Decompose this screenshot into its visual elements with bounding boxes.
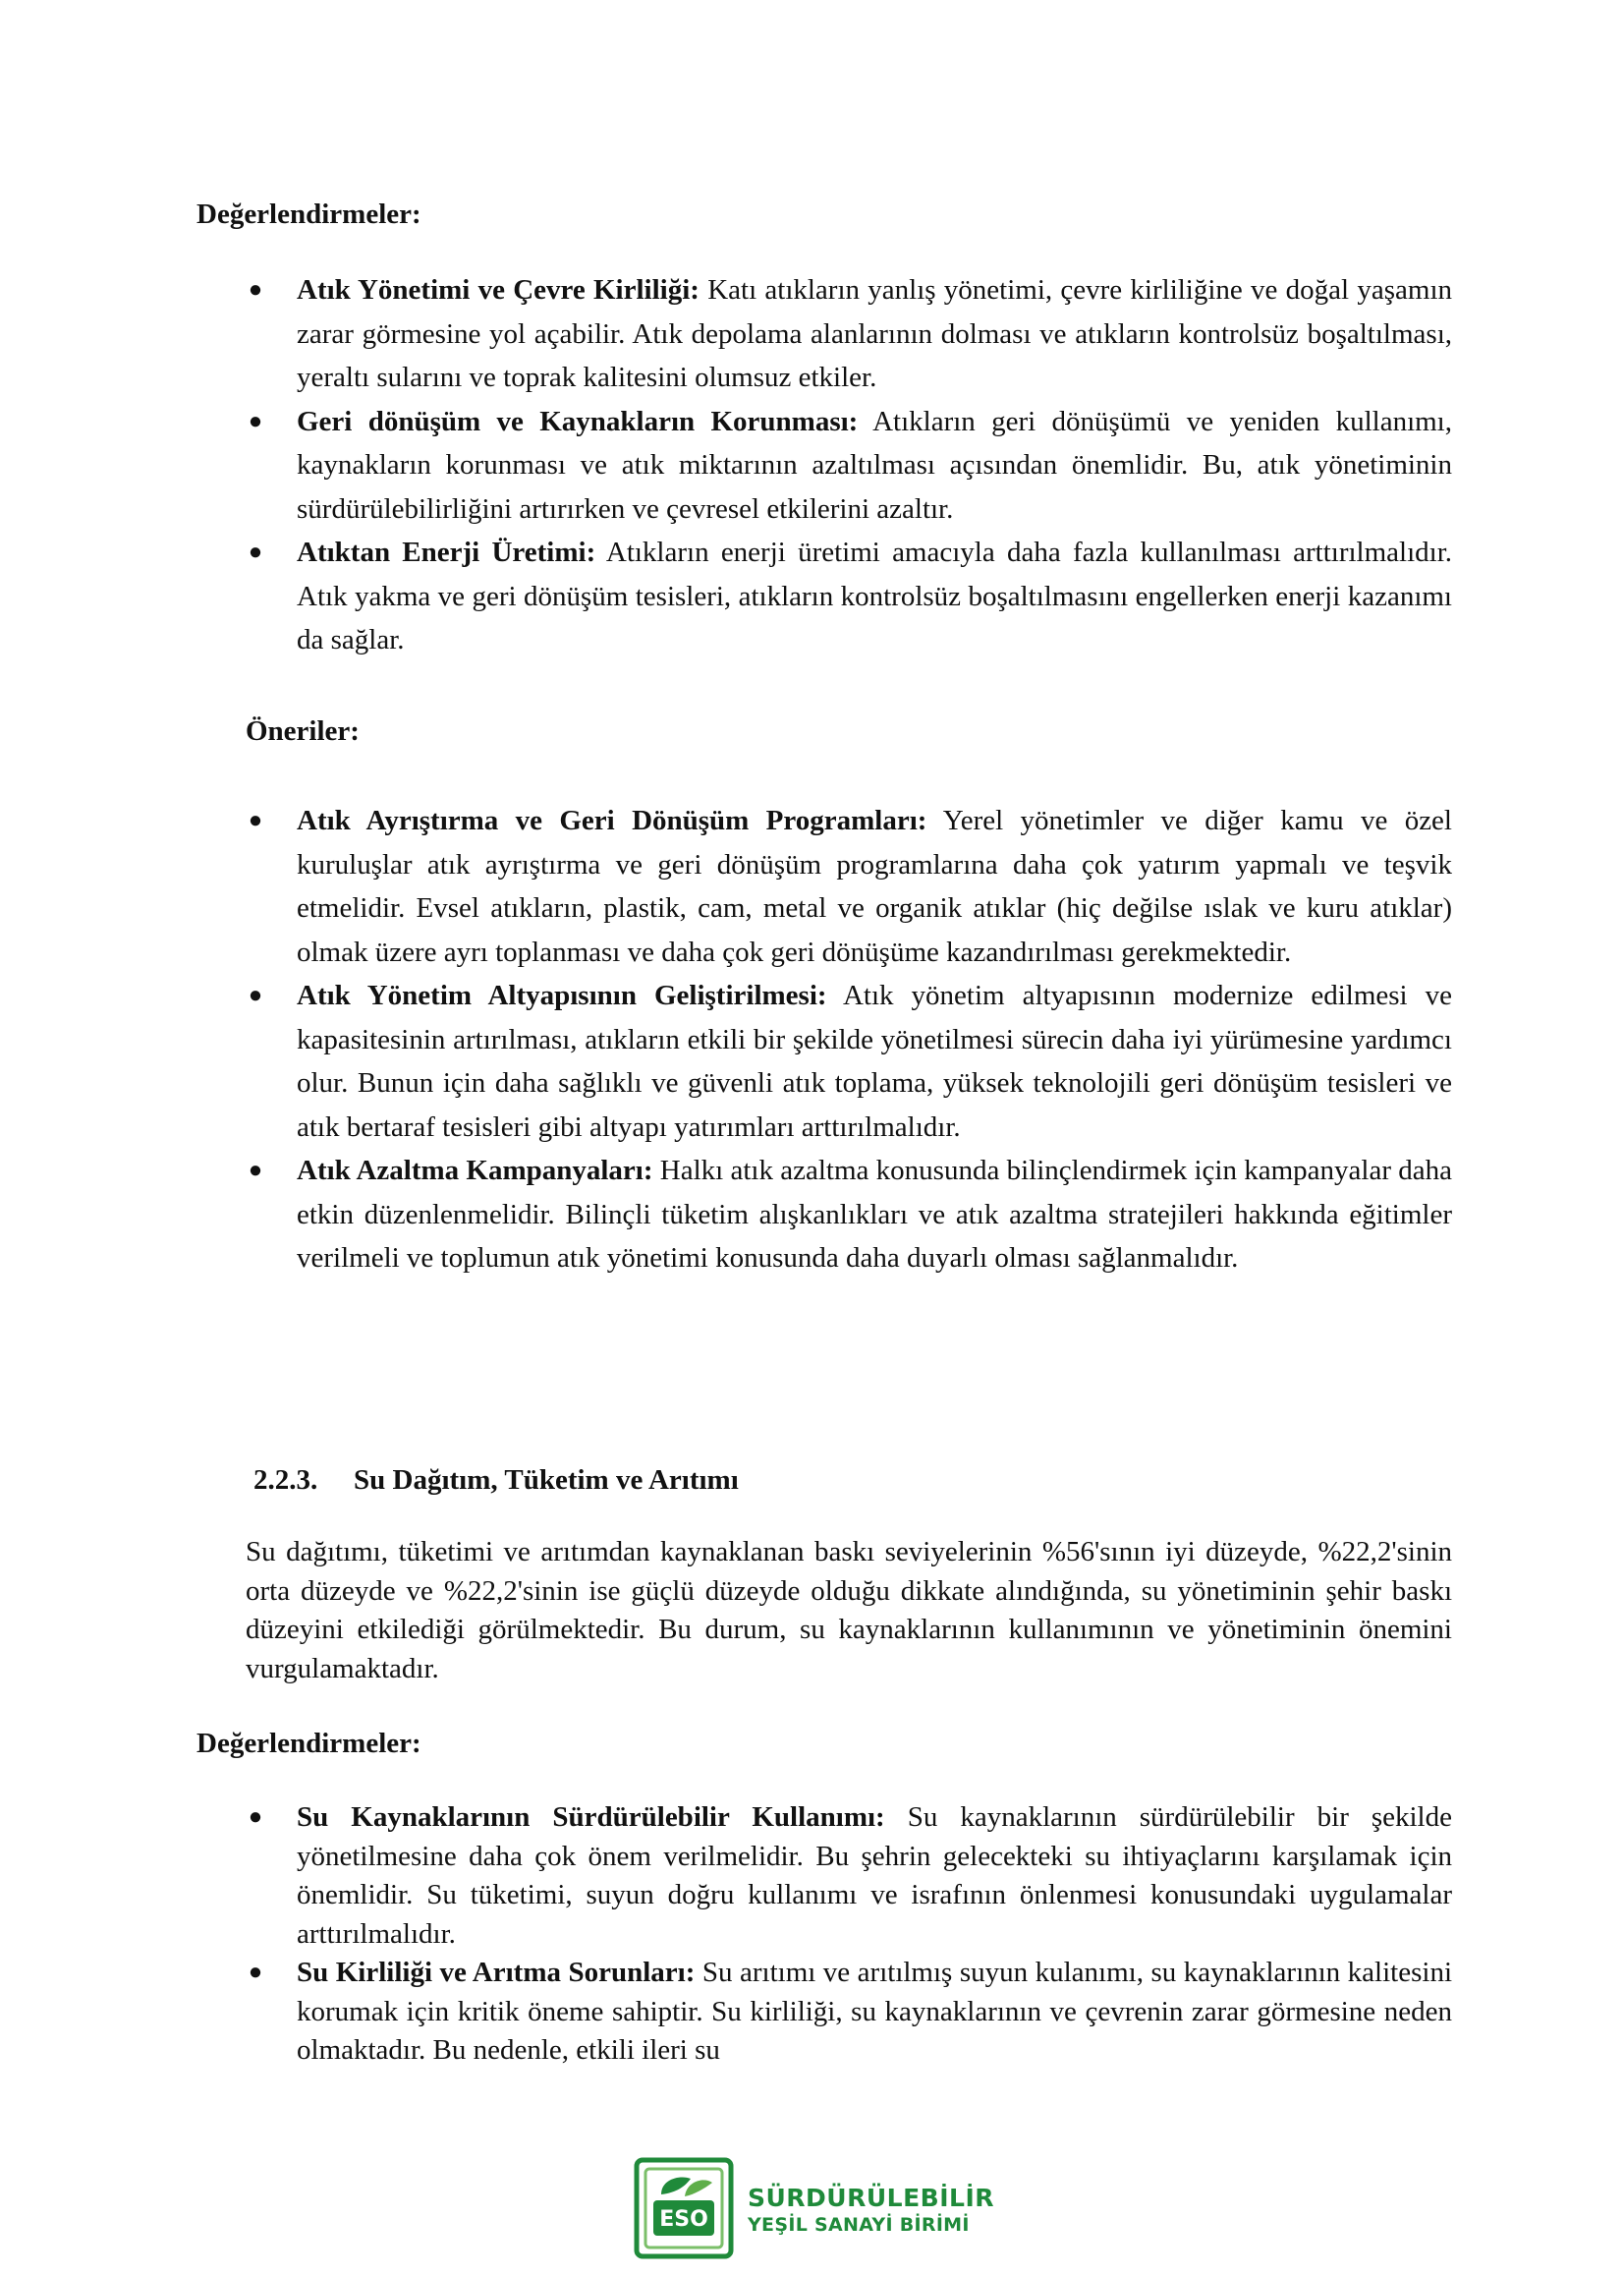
logo-line-2: YEŞİL SANAYİ BİRİMİ bbox=[748, 2214, 970, 2236]
subsection-title: Su Dağıtım, Tüketim ve Arıtımı bbox=[354, 1464, 739, 1496]
bullet-icon: ● bbox=[248, 1960, 263, 1985]
item-title: Su Kaynaklarının Sürdürülebilir Kullanımı: bbox=[297, 1801, 885, 1833]
item-text: Atık yönetim altyapısının modernize edilmesi ve kapasitesinin artırılması, atıkların etkili bir şekilde yönetilmesi sürecin daha iyi yürümesine yardımcı olur. Bunun için daha sağlıklı ve güvenli atık toplama, yüksek teknolojili geri dönüşüm tesisleri ve atık bertaraf tesisleri gibi altyapı yatırımları arttırılmalıdır. bbox=[297, 980, 1452, 1143]
subsection-heading bbox=[253, 1458, 739, 1503]
section-heading-evaluations-water: Değerlendirmeler: bbox=[196, 1728, 421, 1759]
logo-line-1: SÜRDÜRÜLEBİLİR bbox=[748, 2184, 995, 2212]
item-title: Atık Yönetim Altyapısının Geliştirilmesi: bbox=[297, 980, 827, 1011]
bullet-icon: ● bbox=[248, 808, 263, 833]
footer-logo bbox=[634, 2157, 997, 2265]
bullet-icon: ● bbox=[248, 983, 263, 1008]
list-item bbox=[246, 1149, 1452, 1280]
list-item bbox=[246, 400, 1452, 532]
item-title: Atık Ayrıştırma ve Geri Dönüşüm Programları: bbox=[297, 805, 927, 836]
body-paragraph: Su dağıtımı, tüketimi ve arıtımdan kaynaklanan baskı seviyelerinin %56'sının iyi düzeyde, %22,2'sinin orta düzeyde ve %22,2'sinin ise güçlü düzeyde olduğu dikkate alındığında, su yönetiminin şehir baskı düzeyini etkilediği görülmektedir. Bu durum, su kaynaklarının kullanımının ve yönetiminin önemini vurgulamaktadır. bbox=[246, 1536, 1452, 1684]
list-item bbox=[246, 799, 1452, 974]
list-item bbox=[246, 1798, 1452, 1954]
logo-badge-text: ESO bbox=[659, 2207, 708, 2232]
item-text: Atıkların enerji üretimi amacıyla daha fazla kullanılması arttırılmalıdır. Atık yakma ve geri dönüşüm tesisleri, atıkların kontrolsüz boşaltılmasını engellerken enerji kazanımı da sağlar. bbox=[297, 537, 1453, 655]
item-text: Halkı atık azaltma konusunda bilinçlendirmek için kampanyalar daha etkin düzenlenmelidir. Bilinçli tüketim alışkanlıkları ve atık azaltma stratejileri hakkında eğitimler verilmeli ve toplumun atık yönetimi konusunda daha duyarlı olması sağlanmalıdır. bbox=[297, 1155, 1452, 1274]
list-item bbox=[246, 268, 1452, 400]
recommendations-list bbox=[246, 799, 1452, 1280]
bullet-icon: ● bbox=[248, 408, 263, 434]
subsection-number: 2.2.3. bbox=[253, 1464, 318, 1496]
item-title: Atık Yönetimi ve Çevre Kirliliği: bbox=[297, 274, 700, 306]
item-text: Su kaynaklarının sürdürülebilir bir şekilde yönetilmesine daha çok önem verilmelidir. Bu şehrin gelecekteki su ihtiyaçlarını karşılamak için önemlidir. Su tüketimi, suyun doğru kullanımı ve israfının önlenmesi konusundaki uygulamalar arttırılmalıdır. bbox=[297, 1801, 1452, 1950]
bullet-icon: ● bbox=[248, 277, 263, 303]
water-evaluations-list bbox=[246, 1798, 1452, 2071]
bullet-icon: ● bbox=[248, 540, 263, 565]
section-heading-recommendations: Öneriler: bbox=[246, 715, 360, 747]
eso-emblem-icon bbox=[634, 2157, 734, 2259]
item-title: Geri dönüşüm ve Kaynakların Korunması: bbox=[297, 405, 859, 437]
section-heading-evaluations: Değerlendirmeler: bbox=[196, 199, 421, 230]
list-item bbox=[246, 974, 1452, 1149]
bullet-icon: ● bbox=[248, 1158, 263, 1183]
item-text: Katı atıkların yanlış yönetimi, çevre kirliliğine ve doğal yaşamın zarar görmesine yol açabilir. Atık depolama alanlarının dolması ve atıkların kontrolsüz boşaltılması, yeraltı sularını ve toprak kalitesini olumsuz etkiler. bbox=[297, 274, 1452, 393]
list-item bbox=[246, 531, 1452, 662]
item-text: Su arıtımı ve arıtılmış suyun kulanımı, su kaynaklarının kalitesini korumak için kritik öneme sahiptir. Su kirliliği, su kaynaklarının ve çevrenin zarar görmesine neden olmaktadır. Bu nedenle, etkili ileri su bbox=[297, 1957, 1452, 2066]
item-title: Atık Azaltma Kampanyaları: bbox=[297, 1155, 653, 1186]
evaluations-list bbox=[246, 268, 1452, 662]
list-item bbox=[246, 1954, 1452, 2071]
item-text: Yerel yönetimler ve diğer kamu ve özel kuruluşlar atık ayrıştırma ve geri dönüşüm programlarına daha çok yatırım yapmalı ve teşvik etmelidir. Evsel atıkların, plastik, cam, metal ve organik atıklar (hiç değilse ıslak ve kuru atıklar) olmak üzere ayrı toplanması ve daha çok geri dönüşüme kazandırılması gerekmektedir. bbox=[297, 805, 1452, 968]
item-text: Atıkların geri dönüşümü ve yeniden kullanımı, kaynakların korunması ve atık miktarının azaltılması açısından önemlidir. Bu, atık yönetiminin sürdürülebilirliğini artırırken ve çevresel etkilerini azaltır. bbox=[297, 405, 1452, 525]
item-title: Atıktan Enerji Üretimi: bbox=[297, 537, 596, 568]
bullet-icon: ● bbox=[248, 1804, 263, 1830]
item-title: Su Kirliliği ve Arıtma Sorunları: bbox=[297, 1957, 696, 1988]
